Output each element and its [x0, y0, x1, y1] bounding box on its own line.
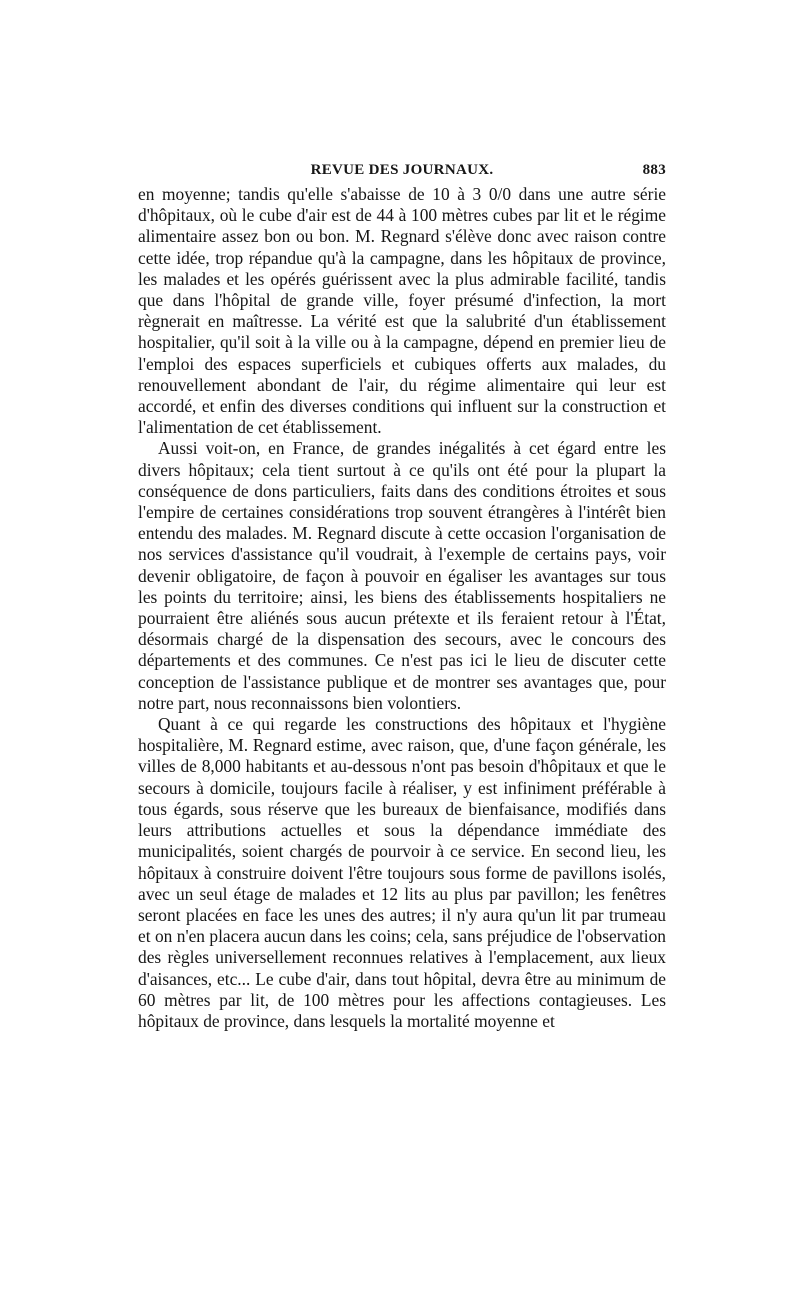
paragraph-2: Aussi voit-on, en France, de grandes inégalités à cet égard entre les divers hôpitaux; cela tient surtout à ce qu'ils ont été pour la plupart la conséquence de dons particuliers, faits dans des conditions étroites et sous l'empire de certaines considérations trop souvent étrangères à l'intérêt bien entendu des malades. M. Regnard discute à cette occasion l'organisation de nos services d'assistance qu'il voudrait, à l'exemple de certains pays, voir devenir obligatoire, de façon à pouvoir en égaliser les avantages sur tous les points du territoire; ainsi, les biens des établissements hospitaliers ne pourraient être aliénés sous aucun prétexte et ils feraient retour à l'État, désormais chargé de la dispensation des secours, avec le concours des départements et des communes. Ce n'est pas ici le lieu de discuter cette conception de l'assistance publique et de montrer ses avantages que, pour notre part, nous reconnaissons bien volontiers.	[138, 438, 666, 713]
body-text	[138, 184, 666, 1032]
page-number: 883	[642, 162, 666, 178]
paragraph-3: Quant à ce qui regarde les constructions des hôpitaux et l'hygiène hospitalière, M. Regnard estime, avec raison, que, d'une façon générale, les villes de 8,000 habitants et au-dessous n'ont pas besoin d'hôpitaux et que le secours à domicile, toujours facile à réaliser, y est infiniment préférable à tous égards, sous réserve que les bureaux de bienfaisance, modifiés dans leurs attributions actuelles et sous la dépendance immédiate des municipalités, soient chargés de pourvoir à ce service. En second lieu, les hôpitaux à construire doivent l'être toujours sous forme de pavillons isolés, avec un seul étage de malades et 12 lits au plus par pavillon; les fenêtres seront placées en face les unes des autres; il n'y aura qu'un lit par trumeau et on n'en placera aucun dans les coins; cela, sans préjudice de l'observation des règles universellement reconnues relatives à l'emplacement, aux lieux d'aisances, etc... Le cube d'air, dans tout hôpital, devra être au minimum de 60 mètres par lit, de 100 mètres pour les affections contagieuses. Les hôpitaux de province, dans lesquels la mortalité moyenne et	[138, 714, 666, 1031]
document-page	[138, 160, 666, 1032]
page-header	[138, 160, 666, 184]
running-title: REVUE DES JOURNAUX.	[310, 162, 494, 178]
paragraph-1: en moyenne; tandis qu'elle s'abaisse de 10 à 3 0/0 dans une autre série d'hôpitaux, où le cube d'air est de 44 à 100 mètres cubes par lit et le régime alimentaire assez bon ou bon. M. Regnard s'élève donc avec raison contre cette idée, trop répandue qu'à la campagne, dans les hôpitaux de province, les malades et les opérés guérissent avec la plus admirable facilité, tandis que dans l'hôpital de grande ville, foyer présumé d'infection, la mort règnerait en maîtresse. La vérité est que la salubrité d'un établissement hospitalier, qu'il soit à la ville ou à la campagne, dépend en premier lieu de l'emploi des espaces superficiels et cubiques offerts aux malades, du renouvellement abondant de l'air, du régime alimentaire qui leur est accordé, et enfin des diverses conditions qui influent sur la construction et l'alimentation de cet établissement.	[138, 184, 666, 438]
